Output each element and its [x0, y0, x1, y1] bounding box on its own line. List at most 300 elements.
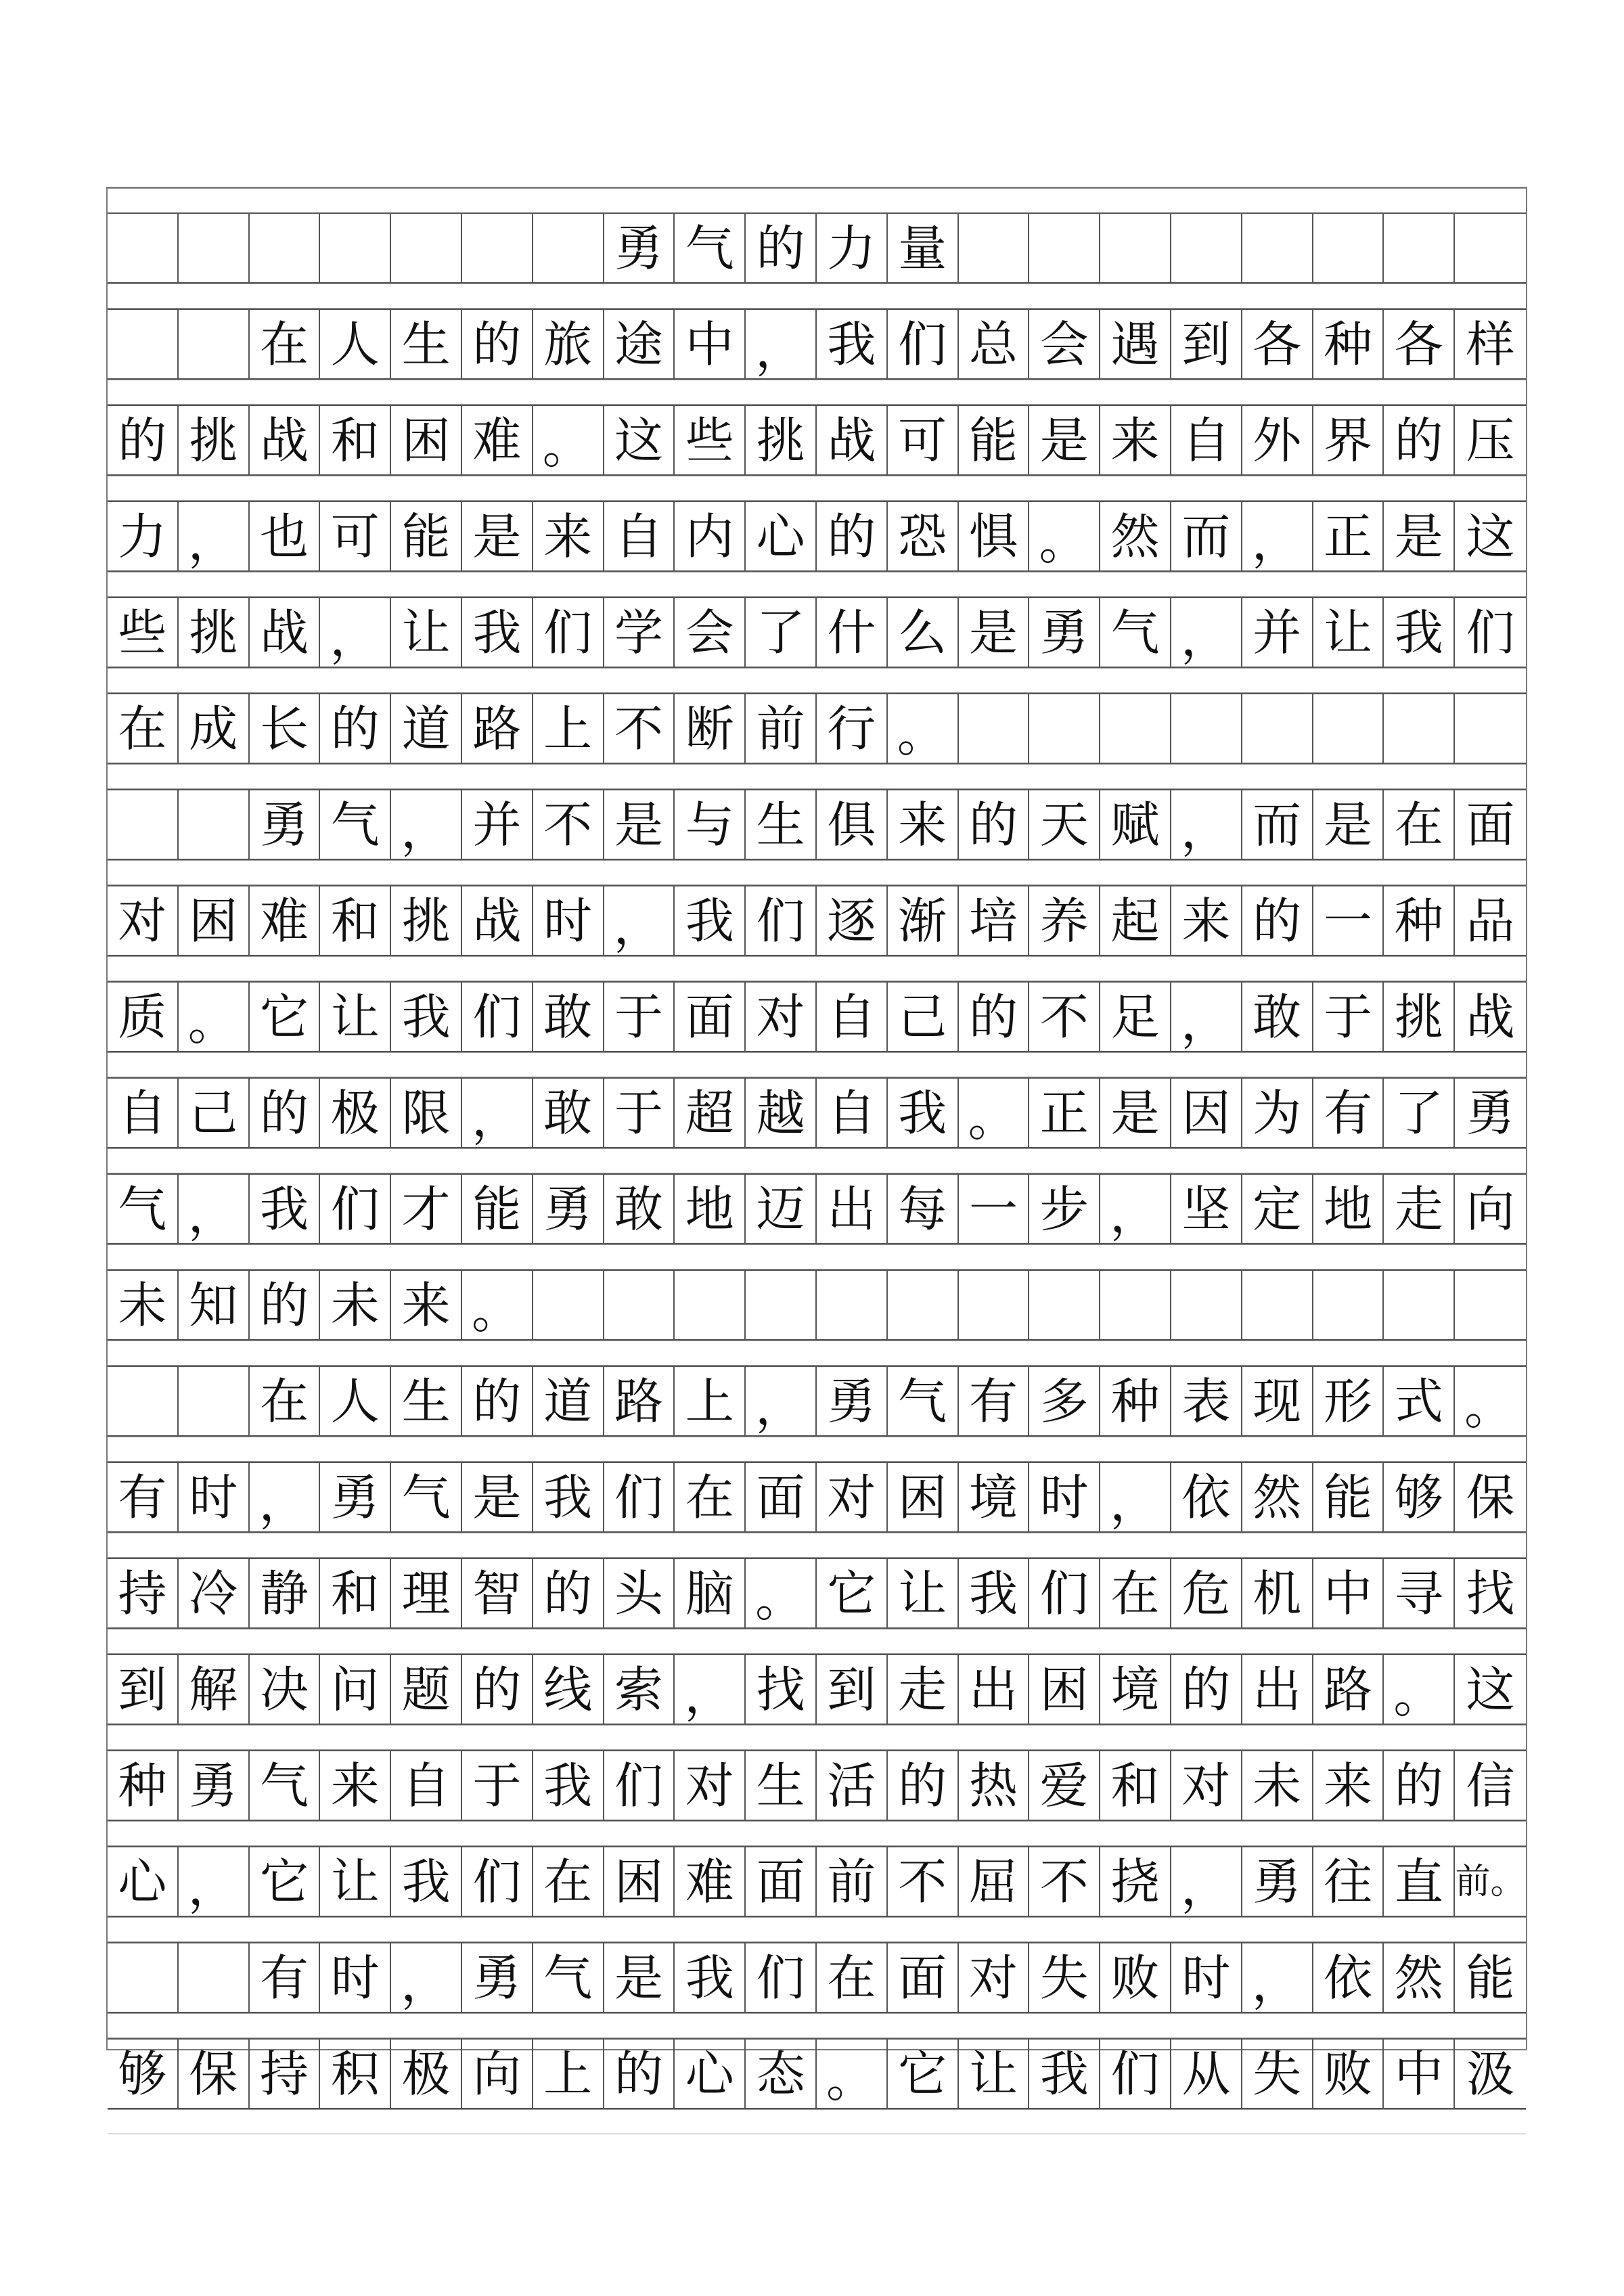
grid-cell: 力: [817, 212, 888, 284]
text-row: [108, 597, 1526, 668]
grid-cell: [1171, 212, 1242, 284]
grid-cell: 勇: [604, 212, 675, 284]
grid-cell: 题: [391, 1654, 462, 1725]
text-row: [108, 1366, 1526, 1437]
grid-cell: 品: [1455, 885, 1526, 956]
text-row: [108, 1942, 1526, 2013]
grid-cell: 挑: [179, 597, 250, 668]
grid-cell: 天: [1029, 789, 1100, 860]
grid-cell: 在: [817, 1942, 888, 2013]
grid-cell: 在: [108, 693, 179, 764]
grid-cell: 我: [1029, 2038, 1100, 2109]
grid-cell: 它: [817, 1558, 888, 1629]
grid-cell: 时: [1171, 1942, 1242, 2013]
row-spacer: [108, 1821, 1526, 1846]
row-spacer: [108, 764, 1526, 789]
grid-cell: 决: [250, 1654, 321, 1725]
grid-cell: 对: [675, 1750, 746, 1821]
row-spacer: [108, 668, 1526, 693]
grid-cell: 爱: [1029, 1750, 1100, 1821]
grid-cell: 战: [817, 405, 888, 476]
grid-cell: 了: [1384, 1077, 1455, 1148]
grid-cell: 断: [675, 693, 746, 764]
grid-cell: 面: [746, 1462, 817, 1533]
grid-cell: 在: [250, 309, 321, 380]
grid-cell: ，: [1171, 1846, 1242, 1917]
grid-cell: 的: [250, 1077, 321, 1148]
grid-cell: 每: [888, 1173, 959, 1244]
grid-cell: 我: [462, 597, 533, 668]
grid-cell: 信: [1455, 1750, 1526, 1821]
grid-cell: 战: [1455, 981, 1526, 1052]
text-row: [108, 1558, 1526, 1629]
grid-cell: 会: [675, 597, 746, 668]
grid-cell: 样: [1455, 309, 1526, 380]
grid-cell: ，: [1242, 501, 1313, 572]
grid-cell: 找: [746, 1654, 817, 1725]
grid-cell: 气: [675, 212, 746, 284]
grid-cell: [108, 1366, 179, 1437]
grid-cell: 积: [320, 2038, 391, 2109]
grid-cell: 生: [391, 1366, 462, 1437]
grid-cell: 和: [1100, 1750, 1171, 1821]
grid-cell: [1313, 212, 1384, 284]
grid-cell: 的: [462, 309, 533, 380]
grid-cell: 难: [462, 405, 533, 476]
grid-cell: 勇: [320, 1462, 391, 1533]
grid-cell: 走: [1384, 1173, 1455, 1244]
grid-cell: 。: [746, 1558, 817, 1629]
grid-cell: 难: [250, 885, 321, 956]
grid-cell: 战: [462, 885, 533, 956]
grid-cell: 学: [604, 597, 675, 668]
grid-cell: 质: [108, 981, 179, 1052]
grid-cell: 对: [959, 1942, 1030, 2013]
grid-cell: 的: [817, 501, 888, 572]
grid-cell: 于: [462, 1750, 533, 1821]
row-spacer: [108, 1533, 1526, 1558]
grid-cell: 不: [533, 789, 604, 860]
grid-cell: [1455, 693, 1526, 764]
grid-cell: 面: [746, 1846, 817, 1917]
grid-cell: 困: [179, 885, 250, 956]
grid-cell: 生: [391, 309, 462, 380]
row-spacer: [108, 284, 1526, 309]
grid-cell: 解: [179, 1654, 250, 1725]
grid-cell: [604, 1269, 675, 1341]
grid-cell: 路: [462, 693, 533, 764]
grid-cell: 不: [1029, 981, 1100, 1052]
grid-cell: [817, 1269, 888, 1341]
grid-cell: ，: [1171, 597, 1242, 668]
grid-cell: 气: [320, 789, 391, 860]
grid-cell: 的: [250, 1269, 321, 1341]
grid-cell: 越: [746, 1077, 817, 1148]
grid-cell: 和: [320, 1558, 391, 1629]
grid-cell: [108, 789, 179, 860]
grid-cell: ，: [462, 1077, 533, 1148]
grid-cell: 可: [320, 501, 391, 572]
grid-cell: 是: [1313, 789, 1384, 860]
grid-cell: 出: [817, 1173, 888, 1244]
grid-cell: 式: [1384, 1366, 1455, 1437]
grid-cell: 些: [108, 597, 179, 668]
grid-cell: 在: [533, 1846, 604, 1917]
grid-cell: 够: [108, 2038, 179, 2109]
grid-cell: 让: [959, 2038, 1030, 2109]
grid-cell: ，: [320, 597, 391, 668]
grid-cell: 失: [1242, 2038, 1313, 2109]
grid-cell: 我: [675, 1942, 746, 2013]
grid-cell: 冷: [179, 1558, 250, 1629]
grid-cell: 。: [462, 1269, 533, 1341]
grid-cell: 途: [604, 309, 675, 380]
grid-cell: 俱: [817, 789, 888, 860]
grid-cell: 了: [746, 597, 817, 668]
grid-cell: 依: [1171, 1462, 1242, 1533]
grid-cell: 的: [108, 405, 179, 476]
grid-cell: 的: [1384, 405, 1455, 476]
grid-cell: 们: [604, 1462, 675, 1533]
grid-cell: 们: [320, 1173, 391, 1244]
grid-cell: 自: [391, 1750, 462, 1821]
grid-cell: 种: [108, 1750, 179, 1821]
grid-cell: 境: [959, 1462, 1030, 1533]
grid-cell: 是: [462, 501, 533, 572]
grid-cell: 各: [1242, 309, 1313, 380]
grid-cell: 我: [391, 1846, 462, 1917]
grid-cell: 渐: [888, 885, 959, 956]
grid-cell: 力: [108, 501, 179, 572]
grid-cell: ，: [250, 1462, 321, 1533]
grid-cell: 挠: [1100, 1846, 1171, 1917]
row-spacer: [108, 380, 1526, 405]
grid-cell: 让: [320, 981, 391, 1052]
grid-cell: 因: [1171, 1077, 1242, 1148]
grid-cell: 。: [1455, 1366, 1526, 1437]
grid-cell: 于: [604, 981, 675, 1052]
row-spacer: [108, 572, 1526, 597]
grid-cell: [179, 1942, 250, 2013]
grid-cell: 中: [1313, 1558, 1384, 1629]
grid-cell: 我: [1384, 597, 1455, 668]
text-row: [108, 2038, 1526, 2109]
grid-cell: 气: [888, 1366, 959, 1437]
grid-cell: 中: [675, 309, 746, 380]
grid-cell: [1455, 1269, 1526, 1341]
grid-cell: 勇: [533, 1173, 604, 1244]
row-spacer: [108, 1725, 1526, 1750]
grid-cell: 不: [604, 693, 675, 764]
grid-cell: 困: [391, 405, 462, 476]
grid-cell: 们: [746, 1942, 817, 2013]
grid-cell: 境: [1100, 1654, 1171, 1725]
grid-cell: 一: [1313, 885, 1384, 956]
grid-cell: 能: [391, 501, 462, 572]
grid-cell: 们: [533, 597, 604, 668]
grid-cell: 勇: [250, 789, 321, 860]
grid-cell: 遇: [1100, 309, 1171, 380]
text-row: [108, 981, 1526, 1052]
grid-cell: 内: [675, 501, 746, 572]
grid-cell: ，: [179, 1846, 250, 1917]
grid-cell: ，: [1171, 981, 1242, 1052]
grid-cell: 我: [391, 981, 462, 1052]
grid-cell: [959, 212, 1030, 284]
grid-cell: 向: [462, 2038, 533, 2109]
row-spacer: [108, 1917, 1526, 1942]
grid-cell: [959, 1269, 1030, 1341]
grid-cell: 然: [1384, 1942, 1455, 2013]
grid-cell: 的: [746, 212, 817, 284]
grid-cell: 问: [320, 1654, 391, 1725]
grid-cell: 能: [959, 405, 1030, 476]
grid-cell: 勇: [817, 1366, 888, 1437]
grid-cell: 难: [675, 1846, 746, 1917]
grid-cell: 自: [108, 1077, 179, 1148]
grid-cell: 气: [1100, 597, 1171, 668]
grid-cell: 也: [250, 501, 321, 572]
grid-cell: 出: [959, 1654, 1030, 1725]
grid-cell: 上: [675, 1366, 746, 1437]
grid-cell: 未: [108, 1269, 179, 1341]
grid-cell: 它: [888, 2038, 959, 2109]
grid-cell: 从: [1171, 2038, 1242, 2109]
grid-cell: 困: [1029, 1654, 1100, 1725]
grid-cell: 不: [888, 1846, 959, 1917]
grid-cell: 为: [1242, 1077, 1313, 1148]
grid-cell: 的: [1384, 1750, 1455, 1821]
grid-cell: 在: [250, 1366, 321, 1437]
grid-cell: 多: [1029, 1366, 1100, 1437]
grid-cell: 我: [675, 885, 746, 956]
grid-cell: 和: [320, 885, 391, 956]
text-row: [108, 885, 1526, 956]
grid-cell: [533, 1269, 604, 1341]
grid-cell: 培: [959, 885, 1030, 956]
grid-cell: 而: [1171, 501, 1242, 572]
grid-cell: 己: [179, 1077, 250, 1148]
grid-cell: 让: [888, 1558, 959, 1629]
grid-cell: 极: [320, 1077, 391, 1148]
row-spacer: [108, 1244, 1526, 1269]
grid-cell: 些: [675, 405, 746, 476]
grid-cell: [179, 212, 250, 284]
grid-cell: 汲: [1455, 2038, 1526, 2109]
grid-cell: ，: [179, 501, 250, 572]
grid-cell: [1242, 693, 1313, 764]
grid-cell: 让: [1313, 597, 1384, 668]
grid-cell: 不: [1029, 1846, 1100, 1917]
grid-cell: 找: [1455, 1558, 1526, 1629]
grid-cell: 气: [108, 1173, 179, 1244]
grid-cell: 正: [1313, 501, 1384, 572]
grid-cell: 惧: [959, 501, 1030, 572]
grid-cell: 养: [1029, 885, 1100, 956]
row-spacer: [108, 860, 1526, 885]
text-row: [108, 1173, 1526, 1244]
grid-cell: 前。: [1455, 1846, 1526, 1917]
grid-cell: [1384, 693, 1455, 764]
text-row: [108, 1654, 1526, 1725]
grid-cell: [179, 309, 250, 380]
grid-cell: 界: [1313, 405, 1384, 476]
grid-cell: 有: [959, 1366, 1030, 1437]
grid-cell: 生: [746, 1750, 817, 1821]
grid-cell: 败: [1100, 1942, 1171, 2013]
grid-cell: 。: [817, 2038, 888, 2109]
grid-cell: 我: [533, 1750, 604, 1821]
text-row: [108, 1846, 1526, 1917]
grid-cell: 勇: [462, 1942, 533, 2013]
grid-cell: 们: [1455, 597, 1526, 668]
grid-cell: 的: [533, 1558, 604, 1629]
grid-cell: 困: [888, 1462, 959, 1533]
grid-cell: [1313, 693, 1384, 764]
grid-cell: 。: [179, 981, 250, 1052]
grid-cell: 压: [1455, 405, 1526, 476]
grid-cell: [1313, 1269, 1384, 1341]
grid-cell: 面: [888, 1942, 959, 2013]
grid-cell: 恐: [888, 501, 959, 572]
grid-cell: 。: [959, 1077, 1030, 1148]
grid-cell: 索: [604, 1654, 675, 1725]
grid-cell: 败: [1313, 2038, 1384, 2109]
grid-cell: 让: [320, 1846, 391, 1917]
grid-cell: 成: [179, 693, 250, 764]
text-row: [108, 693, 1526, 764]
grid-cell: 战: [250, 597, 321, 668]
grid-cell: 与: [675, 789, 746, 860]
grid-cell: [1242, 1269, 1313, 1341]
grid-cell: 来: [320, 1750, 391, 1821]
grid-cell: 是: [1029, 405, 1100, 476]
row-spacer: [108, 188, 1526, 213]
text-row: [108, 1269, 1526, 1341]
grid-cell: ，: [746, 309, 817, 380]
grid-cell: 中: [1384, 2038, 1455, 2109]
grid-cell: 自: [1171, 405, 1242, 476]
grid-cell: 己: [888, 981, 959, 1052]
grid-cell: 来: [1171, 885, 1242, 956]
grid-cell: 持: [108, 1558, 179, 1629]
grid-cell: 直: [1384, 1846, 1455, 1917]
grid-cell: 能: [1313, 1462, 1384, 1533]
grid-cell: 气: [391, 1462, 462, 1533]
grid-cell: 能: [1455, 1942, 1526, 2013]
grid-cell: 的: [1242, 885, 1313, 956]
grid-cell: 们: [462, 1846, 533, 1917]
grid-cell: 气: [533, 1942, 604, 2013]
grid-cell: 在: [1384, 789, 1455, 860]
grid-cell: [1100, 1269, 1171, 1341]
text-row: [108, 405, 1526, 476]
grid-cell: 来: [533, 501, 604, 572]
grid-cell: 上: [533, 693, 604, 764]
grid-cell: 道: [391, 693, 462, 764]
grid-cell: 地: [1313, 1173, 1384, 1244]
grid-cell: 脑: [675, 1558, 746, 1629]
grid-cell: 我: [959, 1558, 1030, 1629]
grid-cell: 往: [1313, 1846, 1384, 1917]
grid-cell: 于: [604, 1077, 675, 1148]
grid-cell: 这: [604, 405, 675, 476]
grid-cell: 来: [1313, 1750, 1384, 1821]
grid-cell: 这: [1455, 501, 1526, 572]
text-row: [108, 789, 1526, 860]
grid-cell: 赋: [1100, 789, 1171, 860]
grid-cell: 超: [675, 1077, 746, 1148]
grid-cell: [179, 1366, 250, 1437]
grid-cell: [1171, 693, 1242, 764]
grid-cell: 而: [1242, 789, 1313, 860]
grid-cell: 能: [462, 1173, 533, 1244]
grid-cell: 挑: [391, 885, 462, 956]
grid-cell: 失: [1029, 1942, 1100, 2013]
grid-cell: 有: [1313, 1077, 1384, 1148]
grid-cell: 面: [675, 981, 746, 1052]
text-row: [108, 501, 1526, 572]
grid-cell: 向: [1455, 1173, 1526, 1244]
grid-cell: ，: [391, 789, 462, 860]
grid-cell: 和: [320, 405, 391, 476]
grid-cell: 种: [1313, 309, 1384, 380]
grid-cell: 正: [1029, 1077, 1100, 1148]
grid-cell: [462, 212, 533, 284]
grid-cell: 我: [250, 1173, 321, 1244]
grid-cell: 活: [817, 1750, 888, 1821]
grid-cell: 够: [1384, 1462, 1455, 1533]
grid-cell: 们: [1100, 2038, 1171, 2109]
grid-cell: 心: [108, 1846, 179, 1917]
grid-cell: 。: [1384, 1654, 1455, 1725]
grid-cell: 是: [959, 597, 1030, 668]
grid-cell: 来: [391, 1269, 462, 1341]
grid-cell: 危: [1171, 1558, 1242, 1629]
grid-cell: 时: [179, 1462, 250, 1533]
grid-cell: 可: [888, 405, 959, 476]
text-row: [108, 309, 1526, 380]
grid-cell: 对: [817, 1462, 888, 1533]
grid-cell: [391, 212, 462, 284]
grid-cell: 的: [462, 1654, 533, 1725]
grid-cell: 我: [533, 1462, 604, 1533]
grid-cell: 现: [1242, 1366, 1313, 1437]
grid-cell: [533, 212, 604, 284]
grid-cell: 屈: [959, 1846, 1030, 1917]
grid-cell: ，: [1171, 789, 1242, 860]
row-spacer: [108, 956, 1526, 981]
grid-cell: 们: [462, 981, 533, 1052]
grid-cell: 到: [817, 1654, 888, 1725]
grid-cell: ，: [1100, 1462, 1171, 1533]
grid-cell: [320, 212, 391, 284]
grid-cell: 这: [1455, 1654, 1526, 1725]
grid-cell: ，: [179, 1173, 250, 1244]
grid-cell: 知: [179, 1269, 250, 1341]
grid-cell: 长: [250, 693, 321, 764]
grid-cell: 敢: [533, 1077, 604, 1148]
grid-cell: 对: [746, 981, 817, 1052]
grid-cell: 才: [391, 1173, 462, 1244]
grid-cell: 路: [604, 1366, 675, 1437]
grid-cell: 对: [1171, 1750, 1242, 1821]
grid-cell: 们: [1029, 1558, 1100, 1629]
grid-cell: 依: [1313, 1942, 1384, 2013]
grid-cell: 们: [888, 309, 959, 380]
grid-cell: 静: [250, 1558, 321, 1629]
grid-cell: 保: [179, 2038, 250, 2109]
